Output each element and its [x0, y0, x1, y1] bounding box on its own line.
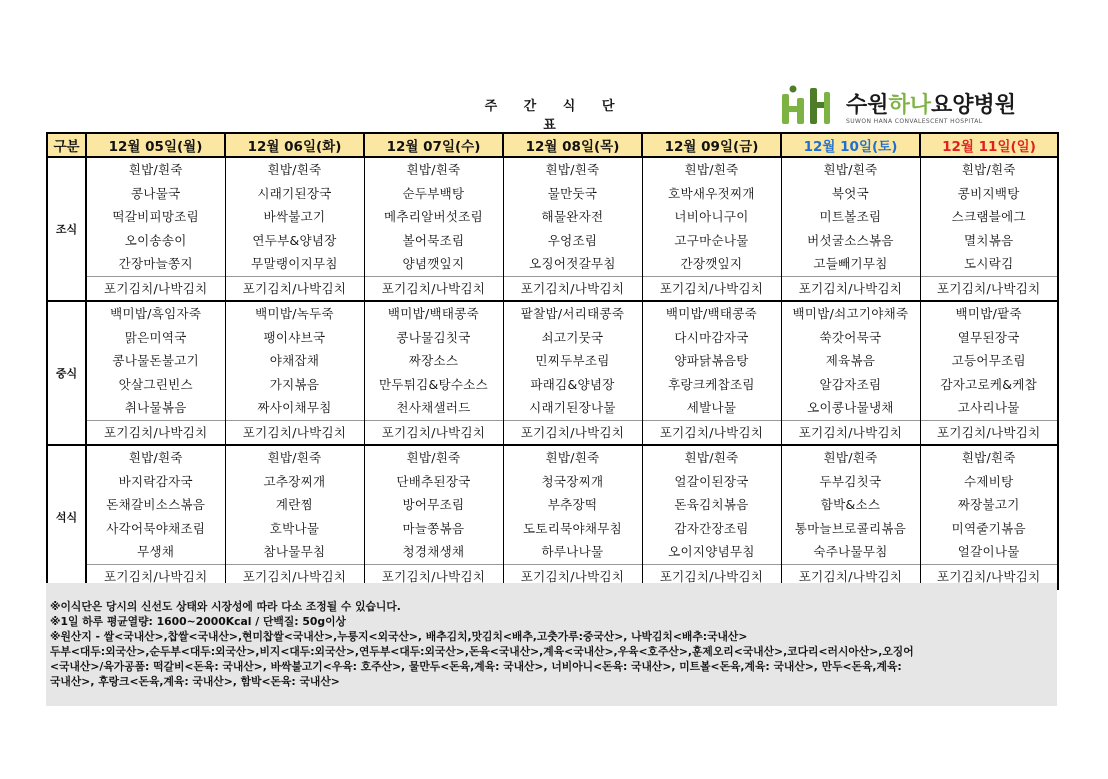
dish-item: 가지볶음: [269, 376, 320, 392]
meal-label: 석식: [47, 445, 86, 589]
dish-item: 짜장소스: [408, 353, 459, 368]
dish-item: 고추장찌개: [263, 473, 326, 489]
menu-cell: [364, 445, 503, 589]
dish-item: 오징어젓갈무침: [529, 256, 616, 271]
dish-item: 콩나물국: [130, 185, 181, 201]
dish-item: 콩비지백탕: [957, 185, 1020, 201]
dish-item: 순두부백탕: [402, 185, 465, 201]
menu-cell: [86, 445, 225, 589]
menu-cell: [503, 157, 642, 301]
menu-cell: [781, 157, 920, 301]
dish-item: 다시마감자국: [674, 329, 749, 345]
dish-item: 흰밥/흰죽: [545, 450, 600, 465]
dish-item: 팥찰밥/서리태콩죽: [520, 306, 625, 321]
dish-item: 미역줄기볶음: [951, 520, 1026, 536]
dish-item: 고구마순나물: [674, 232, 749, 248]
menu-cell: [920, 157, 1058, 301]
dish-item: 흰밥/흰죽: [545, 162, 600, 177]
dish-item: 팽이샤브국: [263, 329, 326, 345]
dish-item: 포기김치/나박김치: [643, 420, 781, 445]
hospital-subtitle: SUWON HANA CONVALESCENT HOSPITAL: [846, 118, 983, 125]
dish-item: 미트볼조림: [819, 209, 882, 224]
menu-cell: [503, 301, 642, 445]
dish-item: 숙주나물무침: [813, 544, 888, 559]
day-header-sunday: 12월 11일(일): [920, 133, 1058, 157]
dish-item: 야채잡채: [269, 353, 320, 368]
dish-item: 청국장찌개: [541, 473, 604, 489]
dish-item: 맑은미역국: [124, 329, 187, 345]
menu-cell: [781, 301, 920, 445]
dish-item: 백미밥/녹두죽: [255, 306, 334, 321]
dish-item: 민찌두부조림: [535, 353, 610, 368]
dish-item: 포기김치/나박김치: [87, 420, 225, 445]
dish-item: 고들빼기무침: [813, 256, 888, 271]
dish-item: 포기김치/나박김치: [226, 420, 364, 445]
dish-item: 오이콩나물냉채: [807, 400, 894, 415]
dish-item: 흰밥/흰죽: [128, 162, 183, 177]
page-title: 주 간 식 단 표: [484, 99, 626, 133]
dish-item: 멸치볶음: [963, 232, 1014, 248]
day-header: 12월 09일(금): [642, 133, 781, 157]
dish-item: 감자간장조림: [674, 520, 749, 536]
dish-item: 흰밥/흰죽: [961, 450, 1016, 465]
dish-item: 하루나나물: [541, 544, 604, 559]
dish-item: 흰밥/흰죽: [267, 162, 322, 177]
dish-item: 오이송송이: [124, 232, 187, 248]
dish-item: 흰밥/흰죽: [684, 162, 739, 177]
dish-item: 흰밥/흰죽: [823, 450, 878, 465]
hospital-name-part1: 수원: [846, 93, 889, 118]
dish-item: 취나물볶음: [124, 400, 187, 415]
dish-item: 도토리묵야채무침: [522, 520, 622, 536]
dish-item: 콩나물김칫국: [396, 329, 471, 345]
dish-item: 호박새우젓찌개: [668, 185, 755, 201]
menu-cell: [364, 301, 503, 445]
meal-label: 조식: [47, 157, 86, 301]
day-header: 12월 06일(화): [225, 133, 364, 157]
dish-item: 연두부&양념장: [252, 232, 337, 248]
dish-item: 얼갈이된장국: [674, 473, 749, 489]
dish-item: 포기김치/나박김치: [365, 276, 503, 301]
hospital-name-part3: 요양병원: [931, 93, 1017, 118]
dish-item: 포기김치/나박김치: [643, 276, 781, 301]
dish-item: 무말랭이지무침: [251, 256, 338, 271]
menu-cell: [781, 445, 920, 589]
meal-label: 중식: [47, 301, 86, 445]
dish-item: 호박나물: [269, 520, 320, 536]
dish-item: 북엇국: [831, 185, 870, 201]
dish-item: 포기김치/나박김치: [782, 564, 920, 589]
dish-item: 포기김치/나박김치: [365, 420, 503, 445]
menu-cell: [642, 301, 781, 445]
dish-item: 오이지양념무침: [668, 544, 755, 559]
meal-row: [47, 445, 1058, 589]
dish-item: 흰밥/흰죽: [823, 162, 878, 177]
dish-item: 스크램블에그: [951, 209, 1026, 224]
note-line: ※원산지 - 쌀<국내산>,찹쌀<국내산>,현미찹쌀<국내산>,누룽지<외국산>, 배추김치,맛김치<배추,고춧가루:중국산>, 나박김치<배추:국내산>: [50, 630, 748, 643]
dish-item: 감자고로케&케찹: [940, 376, 1038, 392]
hospital-logo: [780, 84, 1040, 130]
menu-cell: [503, 445, 642, 589]
menu-cell: [920, 445, 1058, 589]
meal-row: [47, 301, 1058, 445]
dish-item: 흰밥/흰죽: [406, 162, 461, 177]
dish-item: 백미밥/흑임자죽: [110, 306, 202, 321]
dish-item: 포기김치/나박김치: [226, 564, 364, 589]
dish-item: 제육볶음: [825, 353, 876, 368]
dish-item: 시래기된장국: [257, 185, 332, 201]
dish-item: 열무된장국: [957, 329, 1020, 345]
dish-item: 돈채갈비소스볶음: [106, 497, 206, 512]
dish-item: 천사채샐러드: [396, 400, 471, 415]
dish-item: 함박&소스: [820, 497, 881, 512]
dish-item: 흰밥/흰죽: [961, 162, 1016, 177]
dish-item: 간장깻잎지: [680, 256, 743, 271]
dish-item: 후랑크케찹조림: [668, 376, 755, 392]
dish-item: 양파닭볶음탕: [674, 353, 749, 368]
dish-item: 세발나물: [686, 400, 737, 415]
dish-item: 바지락감자국: [118, 473, 193, 489]
dish-item: 콩나물돈불고기: [112, 353, 200, 368]
dish-item: 물만둣국: [547, 185, 598, 201]
corner-header: 구분: [47, 133, 86, 157]
dish-item: 해물완자전: [541, 209, 604, 224]
menu-cell: [86, 301, 225, 445]
hospital-name: [846, 88, 1016, 119]
dish-item: 파래김&양념장: [530, 376, 615, 392]
dish-item: 무생채: [137, 544, 175, 559]
dish-item: 마늘쫑볶음: [402, 520, 465, 536]
day-header-saturday: 12월 10일(토): [781, 133, 920, 157]
dish-item: 쑥갓어묵국: [819, 329, 882, 345]
dish-item: 짜사이채무침: [257, 400, 332, 415]
dish-item: 포기김치/나박김치: [643, 564, 781, 589]
dish-item: 백미밥/백태콩죽: [665, 306, 758, 321]
dish-item: 도시락김: [963, 256, 1014, 271]
dish-item: 포기김치/나박김치: [87, 276, 225, 301]
dish-item: 포기김치/나박김치: [504, 564, 642, 589]
dish-item: 포기김치/나박김치: [226, 276, 364, 301]
dish-item: 간장마늘쫑지: [118, 256, 193, 271]
dish-item: 청경채생채: [402, 544, 465, 559]
note-line: 두부<대두:외국산>,순두부<대두:외국산>,비지<대두:외국산>,연두부<대두:외국산>,돈육<국내산>,계육<국내산>,우육<호주산>,훈제오리<국내산>,코다리<러시아산>,오징어: [50, 645, 914, 658]
dish-item: 만두튀김&탕수소스: [378, 376, 489, 392]
dish-item: 포기김치/나박김치: [921, 276, 1058, 301]
dish-item: 부추장떡: [547, 497, 598, 512]
dish-item: 우엉조림: [547, 232, 598, 248]
note-line: ※1일 하루 평균열량: 1600~2000Kcal / 단백질: 50g이상: [50, 615, 346, 628]
dish-item: 포기김치/나박김치: [504, 276, 642, 301]
weekly-menu-table: [46, 132, 1059, 590]
menu-cell: [364, 157, 503, 301]
dish-item: 고등어무조림: [951, 353, 1026, 368]
dish-item: 포기김치/나박김치: [365, 564, 503, 589]
dish-item: 쇠고기뭇국: [541, 329, 604, 345]
dish-item: 양념깻잎지: [402, 256, 465, 271]
menu-body: [47, 157, 1058, 589]
day-header-row: [47, 133, 1058, 157]
dish-item: 앗살그린빈스: [118, 376, 193, 392]
dish-item: 포기김치/나박김치: [921, 564, 1058, 589]
dish-item: 통마늘브로콜리볶음: [794, 520, 907, 536]
menu-cell: [642, 445, 781, 589]
dish-item: 포기김치/나박김치: [87, 564, 225, 589]
dish-item: 백미밥/쇠고기야채죽: [792, 306, 909, 321]
menu-cell: [86, 157, 225, 301]
note-line: ※이식단은 당시의 신선도 상태와 시장성에 따라 다소 조정될 수 있습니다.: [50, 600, 401, 613]
dish-item: 포기김치/나박김치: [921, 420, 1058, 445]
dish-item: 사각어묵야채조림: [106, 520, 206, 536]
menu-cell: [225, 301, 364, 445]
dish-item: 시래기된장나물: [529, 400, 616, 415]
dish-item: 계란찜: [275, 497, 314, 512]
dish-item: 포기김치/나박김치: [504, 420, 642, 445]
menu-cell: [225, 157, 364, 301]
dish-item: 고사리나물: [957, 400, 1020, 415]
dish-item: 백미밥/백태콩죽: [387, 306, 480, 321]
menu-cell: [920, 301, 1058, 445]
dish-item: 너비아니구이: [674, 209, 749, 224]
dish-item: 흰밥/흰죽: [267, 450, 322, 465]
dish-item: 버섯굴소스볶음: [807, 232, 894, 248]
hospital-name-part2: 하나: [888, 93, 932, 118]
dish-item: 얼갈이나물: [957, 544, 1020, 559]
hospital-logo-mark-icon: [780, 84, 842, 128]
dish-item: 바싹불고기: [263, 209, 326, 224]
dish-item: 수제비탕: [963, 473, 1014, 489]
day-header: 12월 05일(월): [86, 133, 225, 157]
dish-item: 단배추된장국: [396, 473, 471, 489]
dish-item: 백미밥/팥죽: [955, 306, 1022, 321]
dish-item: 돈육김치볶음: [674, 497, 749, 512]
day-header: 12월 08일(목): [503, 133, 642, 157]
dish-item: 알감자조림: [819, 376, 882, 392]
note-line: <국내산>/육가공품: 떡갈비<돈육: 국내산>, 바싹불고기<우육: 호주산>, 물만두<돈육,계육: 국내산>, 너비아니<돈육: 국내산>, 미트볼<돈육,계육: 국내산>, 만두<돈육,계육:: [50, 660, 902, 673]
dish-item: 참나물무침: [263, 544, 326, 559]
notes-section: [46, 583, 1057, 706]
meal-row: [47, 157, 1058, 301]
day-header: 12월 07일(수): [364, 133, 503, 157]
dish-item: 포기김치/나박김치: [782, 276, 920, 301]
menu-cell: [642, 157, 781, 301]
dish-item: 포기김치/나박김치: [782, 420, 920, 445]
menu-cell: [225, 445, 364, 589]
dish-item: 방어무조림: [402, 497, 465, 512]
dish-item: 흰밥/흰죽: [684, 450, 739, 465]
dish-item: 떡갈비피망조림: [112, 209, 200, 224]
dish-item: 메추리알버섯조림: [383, 209, 483, 224]
dish-item: 볼어묵조림: [402, 232, 465, 248]
note-line: 국내산>, 후랑크<돈육,계육: 국내산>, 함박<돈육: 국내산>: [50, 675, 340, 688]
dish-item: 흰밥/흰죽: [128, 450, 183, 465]
dish-item: 흰밥/흰죽: [406, 450, 461, 465]
dish-item: 짜장불고기: [957, 497, 1020, 512]
dish-item: 두부김칫국: [819, 473, 882, 489]
